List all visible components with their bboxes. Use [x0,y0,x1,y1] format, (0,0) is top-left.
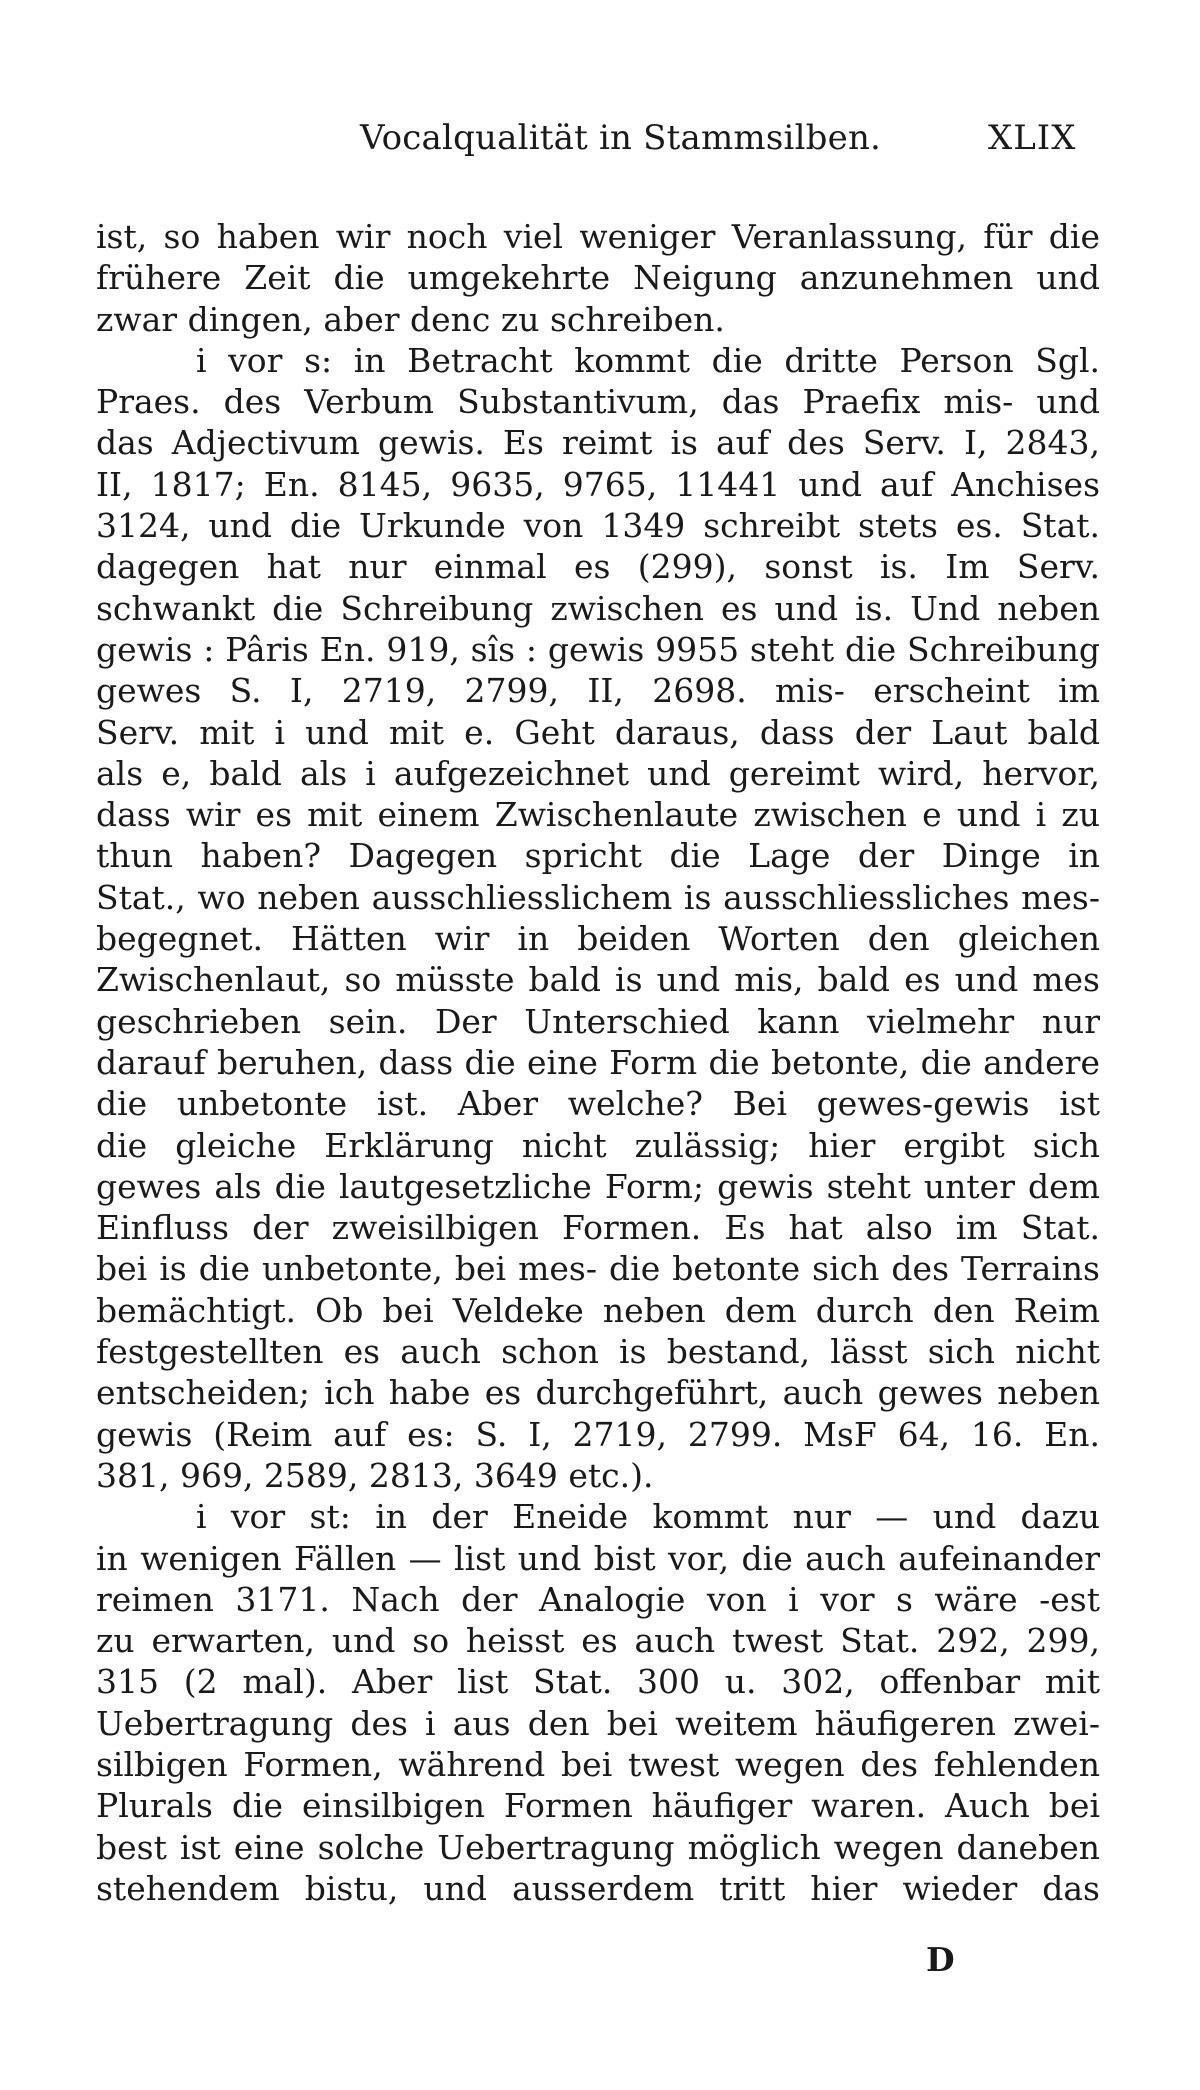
text-line: begegnet. Hätten wir in beiden Worten den gleichen [96,919,1100,959]
text-line: als e, bald als i aufgezeichnet und gereimt wird, hervor, [96,753,1100,793]
text-line: darauf beruhen, dass die eine Form die betonte, die andere [96,1042,1100,1082]
text-line: die gleiche Erklärung nicht zulässig; hier ergibt sich [96,1125,1100,1165]
text-line: i vor st: in der Eneide kommt nur — und dazu [196,1497,1100,1537]
text-line: Stat., wo neben ausschliesslichem is ausschliessliches mes- [96,877,1100,917]
text-line: schwankt die Schreibung zwischen es und is. Und neben [96,588,1100,628]
text-line: gewis (Reim auf es: S. I, 2719, 2799. MsF 64, 16. En. [96,1414,1100,1454]
text-line: Praes. des Verbum Substantivum, das Praefix mis- und [96,382,1100,422]
page-number: XLIX [988,118,1077,158]
text-line: das Adjectivum gewis. Es reimt is auf des Serv. I, 2843, [96,423,1100,463]
text-line: thun haben? Dagegen spricht die Lage der Dinge in [96,836,1100,876]
text-line: Zwischenlaut, so müsste bald is und mis, bald es und mes [96,960,1100,1000]
text-line: dagegen hat nur einmal es (299), sonst is. Im Serv. [96,547,1100,587]
text-line: gewis : Pâris En. 919, sîs : gewis 9955 steht die Schreibung [96,629,1100,669]
text-line: Einfluss der zweisilbigen Formen. Es hat also im Stat. [96,1208,1100,1248]
text-line: gewes als die lautgesetzliche Form; gewis steht unter dem [96,1166,1100,1206]
signature-mark: D [926,1940,955,1979]
text-line: frühere Zeit die umgekehrte Neigung anzunehmen und [96,258,1100,298]
text-line: in wenigen Fällen — list und bist vor, die auch aufeinander [96,1538,1100,1578]
text-line: festgestellten es auch schon is bestand, lässt sich nicht [96,1332,1100,1372]
text-line: ist, so haben wir noch viel weniger Veranlassung, für die [96,217,1100,256]
text-line: gewes S. I, 2719, 2799, II, 2698. mis- erscheint im [96,671,1100,711]
text-line: Uebertragung des i aus den bei weitem häufigeren zwei- [96,1703,1100,1743]
text-line: dass wir es mit einem Zwischenlaute zwischen e und i zu [96,795,1100,835]
text-line: geschrieben sein. Der Unterschied kann vielmehr nur [96,1001,1100,1041]
text-line: 381, 969, 2589, 2813, 3649 etc.). [96,1455,654,1495]
text-line: reimen 3171. Nach der Analogie von i vor s wäre -est [96,1579,1100,1619]
text-line: 3124, und die Urkunde von 1349 schreibt stets es. Stat. [96,506,1100,546]
text-line: stehendem bistu, und ausserdem tritt hier wieder das [96,1868,1100,1908]
text-line: II, 1817; En. 8145, 9635, 9765, 11441 und auf Anchises [96,464,1100,504]
text-line: best ist eine solche Uebertragung möglich wegen daneben [96,1827,1100,1867]
body-text [96,216,1100,1909]
text-line: Serv. mit i und mit e. Geht daraus, dass der Laut bald [96,712,1100,752]
text-line: bei is die unbetonte, bei mes- die betonte sich des Terrains [96,1249,1100,1289]
text-line: i vor s: in Betracht kommt die dritte Person Sgl. [196,340,1100,380]
text-line: Plurals die einsilbigen Formen häufiger waren. Auch bei [96,1786,1100,1826]
text-line: zwar dingen, aber denc zu schreiben. [96,299,725,339]
text-line: zu erwarten, und so heisst es auch twest Stat. 292, 299, [96,1621,1100,1661]
text-line: silbigen Formen, während bei twest wegen des fehlenden [96,1744,1100,1784]
text-line: entscheiden; ich habe es durchgeführt, auch gewes neben [96,1373,1100,1413]
text-line: bemächtigt. Ob bei Veldeke neben dem durch den Reim [96,1290,1100,1330]
text-line: 315 (2 mal). Aber list Stat. 300 u. 302, offenbar mit [96,1662,1100,1702]
text-line: die unbetonte ist. Aber welche? Bei gewes-gewis ist [96,1084,1100,1124]
running-header-title: Vocalqualität in Stammsilben. [360,118,882,158]
